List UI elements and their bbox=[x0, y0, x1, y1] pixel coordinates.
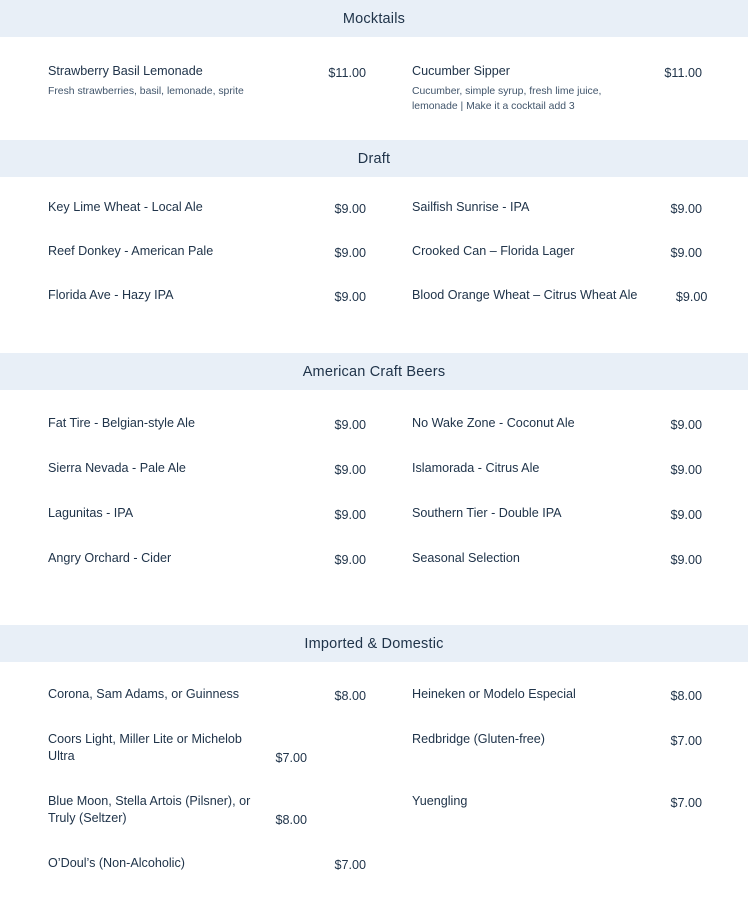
menu-item[interactable] bbox=[10, 505, 374, 522]
menu-item-name: Corona, Sam Adams, or Guinness bbox=[48, 687, 240, 702]
menu-item-name: Coors Light, Miller Lite or Michelob Ultra bbox=[48, 732, 242, 764]
menu-item-name: O’Doul’s (Non-Alcoholic) bbox=[48, 856, 185, 871]
menu-item-name: Cucumber Sipper bbox=[412, 64, 510, 78]
menu-section-imported-domestic bbox=[0, 625, 748, 920]
leader-dots bbox=[202, 426, 315, 427]
menu-item-price: $7.00 bbox=[275, 751, 307, 766]
menu-item[interactable] bbox=[10, 793, 374, 827]
menu-item-name: Islamorada - Citrus Ale bbox=[412, 461, 540, 476]
menu-item-price: $9.00 bbox=[670, 508, 702, 523]
menu-item[interactable] bbox=[374, 415, 738, 432]
menu-item-price: $7.00 bbox=[670, 734, 702, 749]
leader-dots bbox=[552, 742, 653, 743]
menu-item[interactable] bbox=[10, 63, 374, 114]
menu-item-price: $7.00 bbox=[334, 858, 366, 873]
menu-item-name: Florida Ave - Hazy IPA bbox=[48, 288, 174, 303]
menu-item-price: $11.00 bbox=[664, 66, 702, 80]
menu-section-mocktails bbox=[0, 0, 748, 140]
menu-item-price: $7.00 bbox=[670, 796, 702, 811]
leader-dots bbox=[536, 210, 653, 211]
menu-item-price: $9.00 bbox=[334, 463, 366, 478]
menu-item[interactable] bbox=[10, 550, 374, 567]
menu-item[interactable] bbox=[374, 731, 738, 765]
menu-item-price: $9.00 bbox=[334, 553, 366, 568]
menu-item[interactable] bbox=[374, 243, 738, 260]
section-title: American Craft Beers bbox=[0, 353, 748, 390]
menu-items-grid bbox=[10, 199, 738, 331]
menu-item-name: Angry Orchard - Cider bbox=[48, 551, 172, 566]
section-title: Mocktails bbox=[0, 0, 748, 37]
menu-item[interactable] bbox=[10, 855, 374, 872]
menu-item-price: $9.00 bbox=[334, 290, 366, 305]
menu-item-price: $9.00 bbox=[334, 246, 366, 261]
leader-dots bbox=[517, 74, 653, 75]
menu-item-name: Strawberry Basil Lemonade bbox=[48, 64, 203, 78]
menu-item-name: Redbridge (Gluten-free) bbox=[412, 732, 545, 747]
menu-item[interactable] bbox=[10, 415, 374, 432]
menu-item[interactable] bbox=[374, 287, 738, 304]
menu-item[interactable] bbox=[10, 287, 374, 304]
menu-item-price: $9.00 bbox=[334, 202, 366, 217]
menu-item-name: Key Lime Wheat - Local Ale bbox=[48, 200, 203, 215]
menu-item-price: $11.00 bbox=[328, 66, 366, 80]
leader-dots bbox=[546, 471, 653, 472]
leader-dots bbox=[569, 516, 653, 517]
menu-item[interactable] bbox=[10, 460, 374, 477]
menu-item-price: $9.00 bbox=[670, 553, 702, 568]
leader-dots bbox=[583, 697, 653, 698]
menu-items-grid bbox=[10, 686, 738, 900]
leader-dots bbox=[192, 866, 315, 867]
menu-item-price: $9.00 bbox=[334, 508, 366, 523]
menu-item[interactable] bbox=[374, 550, 738, 567]
leader-dots bbox=[582, 426, 653, 427]
menu-item[interactable] bbox=[10, 199, 374, 216]
menu-item-empty bbox=[374, 855, 738, 872]
leader-dots bbox=[246, 697, 315, 698]
menu-item-price: $9.00 bbox=[334, 418, 366, 433]
menu-item-name: Seasonal Selection bbox=[412, 551, 520, 566]
leader-dots bbox=[527, 561, 653, 562]
menu-section-draft bbox=[0, 140, 748, 353]
menu-item-name: Southern Tier - Double IPA bbox=[412, 506, 562, 521]
section-title: Draft bbox=[0, 140, 748, 177]
section-title: Imported & Domestic bbox=[0, 625, 748, 662]
menu-item-name: Fat Tire - Belgian-style Ale bbox=[48, 416, 195, 431]
menu-item-price: $8.00 bbox=[334, 689, 366, 704]
leader-dots bbox=[210, 210, 315, 211]
menu-item[interactable] bbox=[374, 793, 738, 827]
menu-item[interactable] bbox=[374, 460, 738, 477]
menu-item[interactable] bbox=[10, 731, 374, 765]
menu-item-name: Blue Moon, Stella Artois (Pilsner), or Truly (Seltzer) bbox=[48, 794, 251, 826]
menu-item[interactable] bbox=[374, 686, 738, 703]
menu-items-grid bbox=[10, 63, 738, 114]
menu-item-price: $8.00 bbox=[670, 689, 702, 704]
leader-dots bbox=[474, 804, 653, 805]
menu-item-name: Blood Orange Wheat – Citrus Wheat Ale bbox=[412, 288, 638, 303]
menu-item-name: Reef Donkey - American Pale bbox=[48, 244, 214, 259]
menu-item-name: No Wake Zone - Coconut Ale bbox=[412, 416, 575, 431]
menu-item-name: Heineken or Modelo Especial bbox=[412, 687, 576, 702]
menu-item-price: $9.00 bbox=[670, 202, 702, 217]
menu-item-price: $9.00 bbox=[670, 463, 702, 478]
menu-item-price: $9.00 bbox=[670, 246, 702, 261]
menu-item[interactable] bbox=[374, 63, 738, 114]
menu-item-description: Cucumber, simple syrup, fresh lime juice, lemonade | Make it a cocktail add 3 bbox=[412, 86, 602, 113]
menu-item-price: $9.00 bbox=[675, 290, 708, 305]
menu-item[interactable] bbox=[10, 686, 374, 703]
menu-item-name: Sailfish Sunrise - IPA bbox=[412, 200, 530, 215]
menu-item-description: Fresh strawberries, basil, lemonade, sprite bbox=[48, 86, 244, 97]
menu-item[interactable] bbox=[10, 243, 374, 260]
leader-dots bbox=[581, 254, 653, 255]
leader-dots bbox=[220, 254, 315, 255]
menu-item[interactable] bbox=[374, 505, 738, 522]
leader-dots bbox=[644, 298, 658, 299]
menu-item-name: Crooked Can – Florida Lager bbox=[412, 244, 575, 259]
menu-item-name: Sierra Nevada - Pale Ale bbox=[48, 461, 186, 476]
menu-item-name: Yuengling bbox=[412, 794, 468, 809]
menu-item[interactable] bbox=[374, 199, 738, 216]
leader-dots bbox=[181, 298, 315, 299]
menu-item-price: $9.00 bbox=[670, 418, 702, 433]
menu-item-name: Lagunitas - IPA bbox=[48, 506, 134, 521]
menu-item-price: $8.00 bbox=[275, 813, 307, 828]
leader-dots bbox=[210, 74, 315, 75]
leader-dots bbox=[140, 516, 315, 517]
leader-dots bbox=[178, 561, 315, 562]
menu-items-grid bbox=[10, 415, 738, 595]
leader-dots bbox=[193, 471, 315, 472]
menu-section-american-craft-beers bbox=[0, 353, 748, 625]
